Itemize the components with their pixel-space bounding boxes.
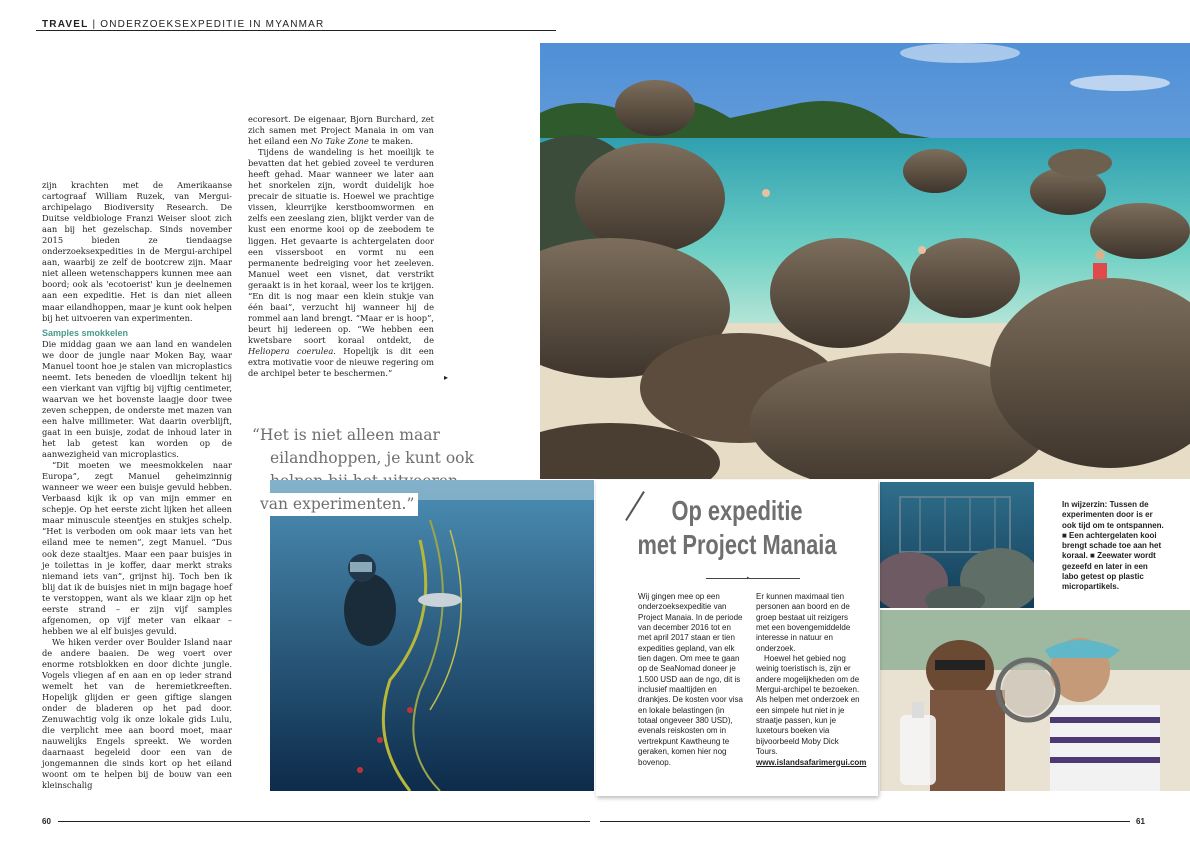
header-separator: | — [92, 19, 97, 30]
article-paragraph — [248, 147, 434, 379]
header-rule — [36, 30, 556, 31]
page-number-right: 61 — [1136, 817, 1145, 826]
article-column-1 — [42, 180, 232, 792]
article-paragraph — [248, 114, 434, 147]
text-run: . Hopelijk is dit een extra motivatie voor de nieuwe regering om de archipel beter te beschermen.” — [248, 345, 435, 379]
underwater-cage-photo — [880, 482, 1034, 608]
info-box-link[interactable]: www.islandsafarimergui.com — [756, 757, 867, 767]
divider-notch-icon: • — [746, 575, 750, 582]
footer-rule-right — [600, 821, 1130, 822]
text-run: te maken. — [368, 136, 414, 147]
photo-caption — [1062, 500, 1166, 593]
text-run: Tijdens de wandeling is het moeilijk te bevatten dat het gebied zoveel te verduren heeft gehad. Maar wanneer we later aan het snorkelen zijn, wordt duidelijk hoe precair de situatie is. Hoewel we prachtige vissen, kleurrijke kerstboomwormen en zelfs een zeeslang zien, blijkt verder van de kust een enorme kooi op de zeebodem te liggen. Het gevaarte is achtergelaten door een vissersboot en vormt nu een permanente bedreiging voor het zeeleven. Manuel weet een visnet, dat verstrikt geraakt is in het koraal, weer los te krijgen. “En dit is nog maar een klein stukje van één baai”, verzucht hij wanneer hij de rommel aan land brengt. “Maar er is hoop”, beurt hij iedereen op. “We hebben een kwetsbare soort koraal ontdekt, de — [248, 147, 434, 345]
caption-text: Tussen de experimenten door is er ook tijd om te ontspannen. ■ Een achtergelaten kooi brengt schade toe aan het koraal. ■ Zeewater wordt gezeefd en later in een labo getest op plastic micropartikels. — [1062, 500, 1164, 592]
article-paragraph: “Dit moeten we meesmokkelen naar Europa”, zegt Manuel geheimzinnig wanneer we weer een buisje gevuld hebben. Verbaasd kijk ik op van mijn emmer en schepje. Op het eerste zicht lijken het alleen maar minuscule steentjes en stukjes schelp. “Het is verboden om ook maar iets van het eiland mee te nemen”, zegt Manuel. “Dus ook deze staaltjes. Maar een paar buisjes in je toilettas in je koffer, daar merkt straks niemand iets van”, grijnst hij. Toch ben ik blij dat ik de buisjes niet in mijn bagage hoef te verstoppen, want als we klaar zijn op het eerste strand – er zijn vijf samples afgenomen, op vijf meter van elkaar – hebben we al elf buisjes gevuld. — [42, 460, 232, 636]
header-section: TRAVEL — [42, 19, 89, 30]
text-run: ecoresort. De eigenaar, Bjorn Burchard, zet zich samen met Project Manaia in om van het eiland een — [248, 114, 434, 147]
article-column-2 — [248, 114, 434, 379]
running-header — [42, 19, 324, 30]
info-box-title — [627, 494, 847, 562]
article-paragraph: Die middag gaan we aan land en wandelen we door de jungle naar Moken Bay, waar Manuel toont hoe je stalen van microplastics neemt. Iets beneden de vloedlijn tekent hij een vierkant van vijftig bij vijftig centimeter, waarvan we het bovenste laagje door twee zeven scheppen, de onderste met mazen van een halve millimeter. Wat daarin overblijft, gaat in een buisje, zodat de inhoud later in het lab getest kan worden op de aanwezigheid van microplastics. — [42, 338, 232, 460]
caption-lead: In wijzerzin: — [1062, 500, 1108, 509]
footer-rule-left — [58, 821, 590, 822]
pull-quote-line: eilandhoppen, je kunt ook — [270, 449, 474, 467]
pull-quote-line: “Het is niet alleen maar — [252, 426, 440, 444]
underwater-diver-photo — [270, 480, 594, 791]
article-subheading: Samples smokkelen — [42, 327, 129, 338]
info-box-paragraph: Wij gingen mee op een onderzoeksexpeditie van Project Manaia. In de periode van december 2016 tot en met april 2017 staan er tien expedities gepland, van elk tien dagen. Om mee te gaan op de SeaNomad doneer je 1.500 USD aan de ngo, dit is inclusief maaltijden en drankjes. De kosten voor visa en lokale belastingen (in totaal ongeveer 380 USD), evenals reiskosten om in vertrekpunt Kawtheung te geraken, komen hier nog bovenop. — [638, 592, 743, 767]
info-box-paragraph: Er kunnen maximaal tien personen aan boord en de groep bestaat uit reizigers met een bovengemiddelde interesse in natuur en onderzoek. — [756, 592, 851, 653]
info-box-title-line: met Project Manaia — [637, 529, 837, 560]
info-box-paragraph: Hoewel het gebied nog weinig toeristisch is, zijn er andere mogelijkheden om de Mergui-archipel te bezoeken. Als helpen met onderzoek en een simpele hut niet in je straatje passen, kun je luxetours boeken via bijvoorbeeld Moby Dick Tours. — [756, 654, 860, 757]
info-box-column-1 — [638, 592, 744, 768]
info-box — [596, 480, 878, 796]
info-box-divider — [706, 575, 800, 582]
emphasis-text: No Take Zone — [310, 136, 369, 147]
emphasis-text: Heliopera coerulea — [248, 345, 334, 356]
pull-quote-line: van experimenten.” — [252, 493, 418, 516]
page-number-left: 60 — [42, 817, 51, 826]
header-title: ONDERZOEKSEXPEDITIE IN MYANMAR — [100, 19, 325, 30]
info-box-column-2 — [756, 592, 867, 768]
end-of-article-icon: ▸ — [444, 373, 449, 382]
article-paragraph: zijn krachten met de Amerikaanse cartograaf William Ruzek, van Mergui-archipelago Biodiversity Research. De Duitse veldbiologe Franzi Weiser sloot zich aan bij het gezelschap. Sinds november 2015 bieden ze tiendaagse onderzoeksexpedities in de Mergui-archipel aan, waarbij ze zelf de bootcrew zijn. Maar niet alleen wetenschappers kunnen mee aan boord; ook als 'ecotoerist' kun je deelnemen aan een expeditie. Het is dan niet alleen maar eilandhoppen, maar je kunt ook helpen bij het uitvoeren van experimenten. — [42, 180, 232, 323]
beach-boulders-photo — [540, 43, 1190, 479]
article-paragraph: We hiken verder over Boulder Island naar de andere baaien. De weg voert over enorme rotsblokken en door dichte jungle. Vogels vliegen af en aan en op ieder strand wemelt het van de heremietkreeften. Hopelijk glijden er geen giftige slangen onder de bladeren op het pad door. Zenuwachtig volg ik onze lokale gids Lulu, die verplicht mee aan boord moet, maar nauwelijks Engels spreekt. We worden daarnaast begeleid door een van de jongemannen die sinds kort op het eiland woont om te helpen bij de bouw van een kleinschalig — [42, 636, 232, 791]
sieving-seawater-photo — [880, 610, 1190, 791]
info-box-title-line: Op expeditie — [671, 495, 803, 526]
